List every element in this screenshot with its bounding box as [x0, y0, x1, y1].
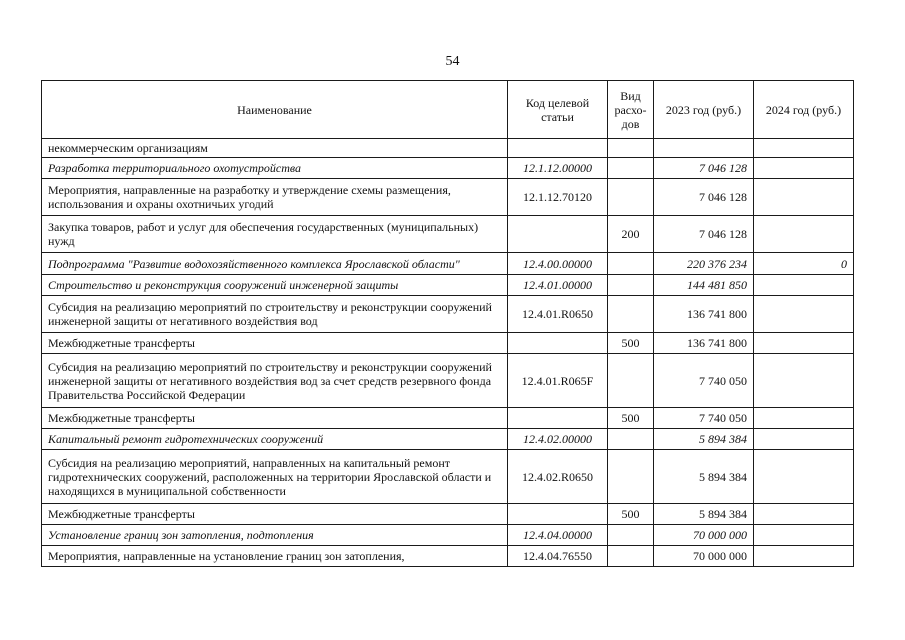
row-code: 12.4.01.R065F — [508, 354, 608, 408]
row-2024 — [754, 354, 854, 408]
row-type — [608, 450, 654, 504]
table-body — [42, 139, 854, 567]
table-row — [42, 275, 854, 296]
header-row — [42, 81, 854, 139]
row-code: 12.4.04.76550 — [508, 546, 608, 567]
row-name: некоммерческим организациям — [42, 139, 508, 158]
row-code — [508, 139, 608, 158]
table-row — [42, 139, 854, 158]
row-code: 12.4.01.R0650 — [508, 296, 608, 333]
row-code: 12.4.00.00000 — [508, 253, 608, 275]
row-name: Мероприятия, направленные на установление границ зон затопления, — [42, 546, 508, 567]
row-type — [608, 275, 654, 296]
row-name: Межбюджетные трансферты — [42, 504, 508, 525]
row-type — [608, 139, 654, 158]
row-code: 12.4.04.00000 — [508, 525, 608, 546]
row-2024: 0 — [754, 253, 854, 275]
row-2024 — [754, 296, 854, 333]
row-2024 — [754, 179, 854, 216]
row-2023: 7 740 050 — [654, 354, 754, 408]
row-type — [608, 158, 654, 179]
table-row — [42, 450, 854, 504]
header-2023: 2023 год (руб.) — [654, 81, 754, 139]
row-code: 12.4.02.R0650 — [508, 450, 608, 504]
row-2023: 5 894 384 — [654, 429, 754, 450]
row-2023: 5 894 384 — [654, 450, 754, 504]
row-code — [508, 408, 608, 429]
header-name: Наименование — [42, 81, 508, 139]
row-name: Подпрограмма "Развитие водохозяйственного комплекса Ярославской области" — [42, 253, 508, 275]
row-2024 — [754, 216, 854, 253]
row-code: 12.4.02.00000 — [508, 429, 608, 450]
row-type — [608, 429, 654, 450]
table-row — [42, 525, 854, 546]
row-type: 500 — [608, 333, 654, 354]
row-name: Субсидия на реализацию мероприятий по строительству и реконструкции сооружений инженерной защиты от негативного воздействия вод — [42, 296, 508, 333]
row-name: Субсидия на реализацию мероприятий, направленных на капитальный ремонт гидротехнических сооружений, расположенных на территории Ярославской области и находящихся в муниципальной собственности — [42, 450, 508, 504]
row-2024 — [754, 408, 854, 429]
row-name: Разработка территориального охотустройства — [42, 158, 508, 179]
table-row — [42, 546, 854, 567]
row-2024 — [754, 139, 854, 158]
header-type: Вид расхо-дов — [608, 81, 654, 139]
table-row — [42, 333, 854, 354]
row-2023: 7 046 128 — [654, 158, 754, 179]
table-row — [42, 296, 854, 333]
row-name: Закупка товаров, работ и услуг для обеспечения государственных (муниципальных) нужд — [42, 216, 508, 253]
row-type: 200 — [608, 216, 654, 253]
row-code: 12.4.01.00000 — [508, 275, 608, 296]
row-2024 — [754, 504, 854, 525]
row-2024 — [754, 429, 854, 450]
row-type — [608, 179, 654, 216]
row-2024 — [754, 333, 854, 354]
table-row — [42, 158, 854, 179]
table-row — [42, 216, 854, 253]
row-name: Субсидия на реализацию мероприятий по строительству и реконструкции сооружений инженерной защиты от негативного воздействия вод за счет средств резервного фонда Правительства Российской Федерации — [42, 354, 508, 408]
row-2023: 144 481 850 — [654, 275, 754, 296]
row-name: Капитальный ремонт гидротехнических сооружений — [42, 429, 508, 450]
row-2023: 7 046 128 — [654, 179, 754, 216]
row-name: Установление границ зон затопления, подтопления — [42, 525, 508, 546]
row-2023: 5 894 384 — [654, 504, 754, 525]
row-name: Мероприятия, направленные на разработку и утверждение схемы размещения, использования и охраны охотничьих угодий — [42, 179, 508, 216]
row-type: 500 — [608, 504, 654, 525]
budget-table — [41, 80, 854, 567]
page-number: 54 — [445, 54, 460, 69]
row-type — [608, 354, 654, 408]
row-type — [608, 525, 654, 546]
row-2023 — [654, 139, 754, 158]
row-type — [608, 253, 654, 275]
row-type: 500 — [608, 408, 654, 429]
table-row — [42, 504, 854, 525]
row-code — [508, 216, 608, 253]
row-2024 — [754, 275, 854, 296]
row-2024 — [754, 450, 854, 504]
row-2024 — [754, 158, 854, 179]
row-code: 12.1.12.70120 — [508, 179, 608, 216]
row-2024 — [754, 546, 854, 567]
row-type — [608, 296, 654, 333]
row-code — [508, 333, 608, 354]
table-row — [42, 429, 854, 450]
table-row — [42, 253, 854, 275]
row-2023: 70 000 000 — [654, 525, 754, 546]
row-2023: 7 740 050 — [654, 408, 754, 429]
row-2023: 220 376 234 — [654, 253, 754, 275]
row-name: Межбюджетные трансферты — [42, 333, 508, 354]
row-2023: 136 741 800 — [654, 333, 754, 354]
table-row — [42, 179, 854, 216]
row-2023: 70 000 000 — [654, 546, 754, 567]
header-2024: 2024 год (руб.) — [754, 81, 854, 139]
row-code — [508, 504, 608, 525]
row-2024 — [754, 525, 854, 546]
table-row — [42, 354, 854, 408]
row-2023: 7 046 128 — [654, 216, 754, 253]
row-code: 12.1.12.00000 — [508, 158, 608, 179]
row-type — [608, 546, 654, 567]
row-2023: 136 741 800 — [654, 296, 754, 333]
row-name: Межбюджетные трансферты — [42, 408, 508, 429]
table-row — [42, 408, 854, 429]
row-name: Строительство и реконструкция сооружений инженерной защиты — [42, 275, 508, 296]
header-code: Код целевой статьи — [508, 81, 608, 139]
